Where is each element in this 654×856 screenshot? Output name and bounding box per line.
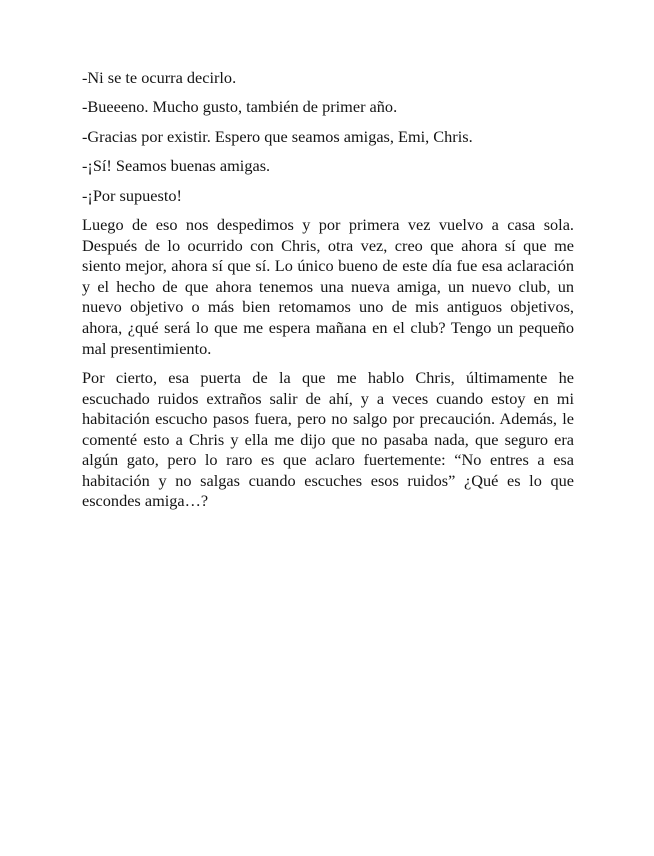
paragraph-line: algún gato, pero lo raro es que aclaro fuertemente: “No entres a esa [82,450,574,470]
paragraph-line: Por cierto, esa puerta de la que me hablo Chris, últimamente he [82,367,574,387]
dialogue-line: -Bueeeno. Mucho gusto, también de primer año. [82,97,398,117]
narrative-paragraph-1 [82,215,574,359]
dialogue-line: -Gracias por existir. Espero que seamos amigas, Emi, Chris. [82,126,473,146]
paragraph-line: escondes amiga…? [82,491,209,511]
dialogue-line: -¡Sí! Seamos buenas amigas. [82,156,271,176]
narrative-paragraph-2 [82,368,574,512]
paragraph-line: Luego de eso nos despedimos y por primera vez vuelvo a casa sola. [82,214,574,234]
paragraph-line: nuevo objetivo o más bien retomamos uno de mis antiguos objetivos, [82,297,574,317]
dialogue-line: -Ni se te ocurra decirlo. [82,68,237,87]
paragraph-line: comenté esto a Chris y ella me dijo que no pasaba nada, que seguro era [82,429,574,449]
paragraph-line: siento mejor, ahora sí que sí. Lo único bueno de este día fue esa aclaración [82,256,574,276]
paragraph-line: Después de lo ocurrido con Chris, otra vez, creo que ahora sí que me [82,235,574,255]
paragraph-line: mal presentimiento. [82,338,212,358]
dialogue-line: -¡Por supuesto! [82,185,182,205]
paragraph-line: y el hecho de que ahora tenemos una nueva amiga, un nuevo club, un [82,276,574,296]
paragraph-line: escuchado ruidos extraños salir de ahí, y a veces cuando estoy en mi [82,388,574,408]
paragraph-line: habitación escucho pasos fuera, pero no salgo por precaución. Además, le [82,409,574,429]
paragraph-line: habitación y no salgas cuando escuches esos ruidos” ¿Qué es lo que [82,470,574,490]
document-body [82,68,574,521]
paragraph-line: ahora, ¿qué será lo que me espera mañana en el club? Tengo un pequeño [82,317,574,337]
